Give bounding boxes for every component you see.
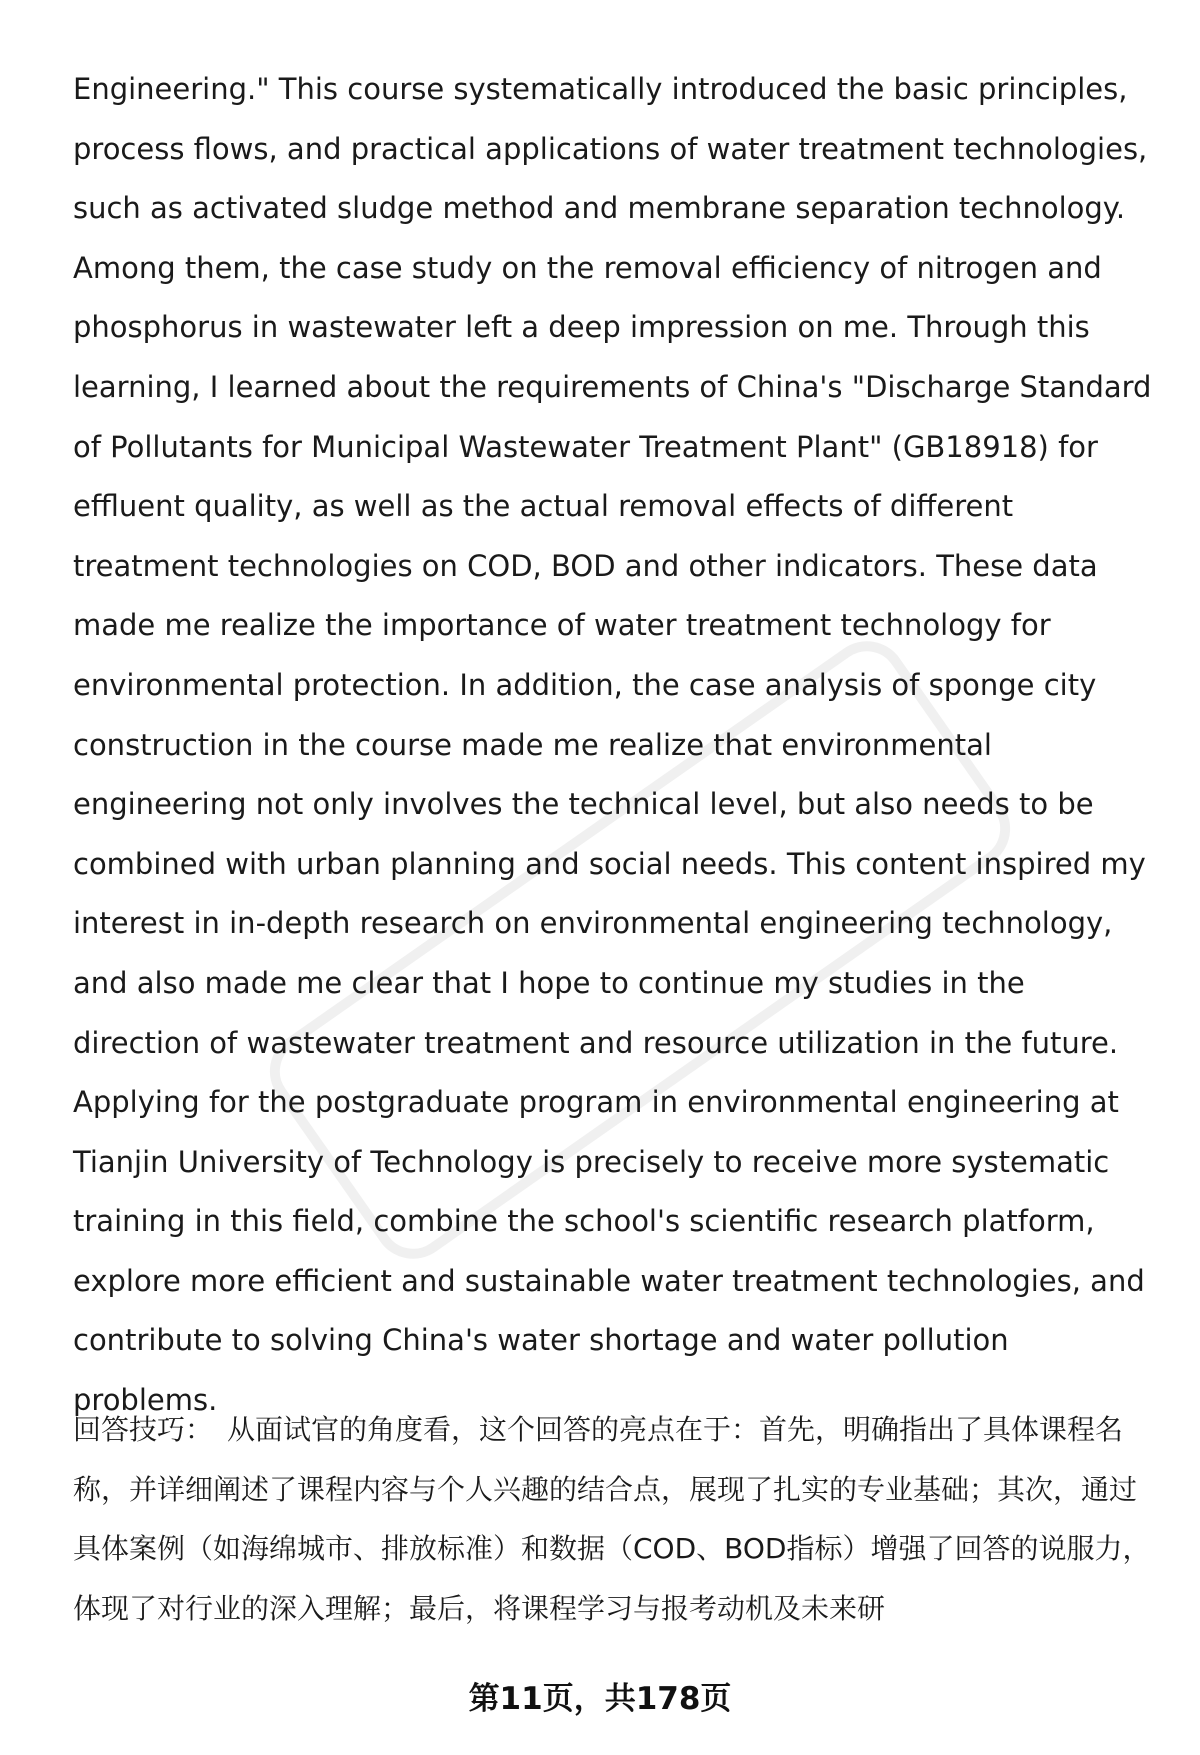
page-number: 第11页，共178页: [468, 1681, 732, 1717]
tips-text: 从面试官的角度看，这个回答的亮点在于：首先，明确指出了具体课程名称，并详细阐述了课程内容与个人兴趣的结合点，展现了扎实的专业基础；其次，通过具体案例（如海绵城市、排放标准）和数据（COD、BOD指标）增强了回答的说服力，体现了对行业的深入理解；最后，将课程学习与报考动机及未来研: [73, 1413, 1151, 1625]
answer-tips: [73, 1400, 1158, 1638]
body-paragraph: Engineering." This course systematically introduced the basic principles, process flows, and practical applications of water treatment technologies, such as activated sludge method and membrane separation technology. Among them, the case study on the removal efficiency of nitrogen and phosphorus in wastewater left a deep impression on me. Through this learning, I learned about the requirements of China's "Discharge Standard of Pollutants for Municipal Wastewater Treatment Plant" (GB18918) for effluent quality, as well as the actual removal effects of different treatment technologies on COD, BOD and other indicators. These data made me realize the importance of water treatment technology for environmental protection. In addition, the case analysis of sponge city construction in the course made me realize that environmental engineering not only involves the technical level, but also needs to be combined with urban planning and social needs. This content inspired my interest in in-depth research on environmental engineering technology, and also made me clear that I hope to continue my studies in the direction of wastewater treatment and resource utilization in the future. Applying for the postgraduate program in environmental engineering at Tianjin University of Technology is precisely to receive more systematic training in this field, combine the school's scientific research platform, explore more efficient and sustainable water treatment technologies, and contribute to solving China's water shortage and water pollution problems.: [73, 72, 1152, 1418]
tips-label: 回答技巧：: [73, 1413, 214, 1446]
